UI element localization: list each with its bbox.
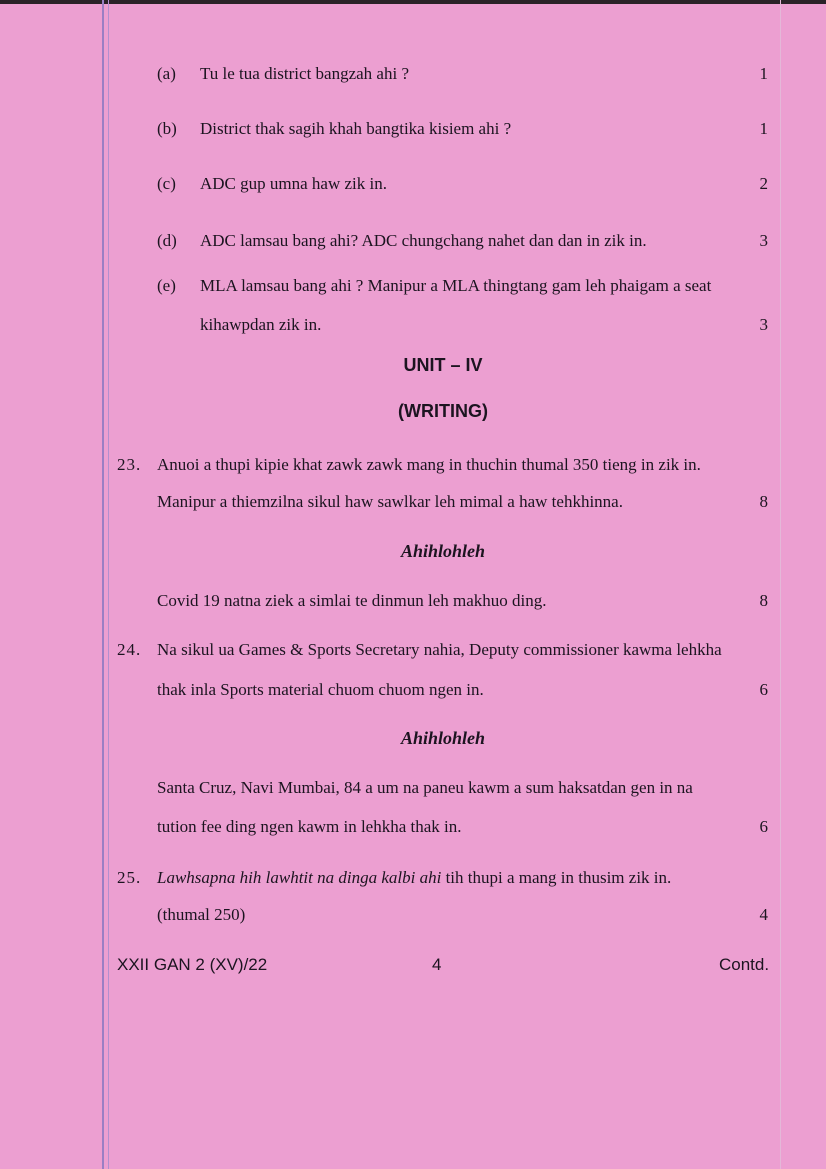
question-text-d: ADC lamsau bang ahi? ADC chungchang nahet dan dan in zik in. xyxy=(200,231,647,250)
page-number: 4 xyxy=(432,955,442,974)
question-25-line1 xyxy=(157,868,671,888)
or-divider-23: Ahihlohleh xyxy=(400,541,486,561)
question-23-line1: Anuoi a thupi kipie khat zawk zawk mang in thuchin thumal 350 tieng in zik in. xyxy=(157,455,701,474)
item-label-b: (b) xyxy=(157,119,177,138)
question-25-instruction: tih thupi a mang in thusim zik in. xyxy=(441,868,672,887)
question-23-alternative: Covid 19 natna ziek a simlai te dinmun leh makhuo ding. xyxy=(157,591,547,610)
question-24-line1: Na sikul ua Games & Sports Secretary nahia, Deputy commissioner kawma lehkha xyxy=(157,640,722,659)
margin-line xyxy=(102,0,104,1169)
marks-24-alt: 6 xyxy=(759,817,768,836)
paper-code: XXII GAN 2 (XV)/22 xyxy=(117,955,268,974)
question-24-alternative-line1: Santa Cruz, Navi Mumbai, 84 a um na paneu kawm a sum haksatdan gen in na xyxy=(157,778,693,797)
question-text-a: Tu le tua district bangzah ahi ? xyxy=(200,64,409,83)
question-24-alternative-line2: tution fee ding ngen kawm in lehkha thak in. xyxy=(157,817,462,836)
item-label-e: (e) xyxy=(157,276,176,295)
marks-23: 8 xyxy=(759,492,768,511)
question-23-line2: Manipur a thiemzilna sikul haw sawlkar leh mimal a haw tehkhinna. xyxy=(157,492,623,511)
question-25-italic-title: Lawhsapna hih lawhtit na dinga kalbi ahi xyxy=(157,868,442,887)
marks-c: 2 xyxy=(759,174,768,193)
margin-line-inner xyxy=(108,0,109,1169)
item-label-d: (d) xyxy=(157,231,177,250)
question-text-e-line1: MLA lamsau bang ahi ? Manipur a MLA thingtang gam leh phaigam a seat xyxy=(200,276,712,295)
marks-d: 3 xyxy=(759,231,768,250)
question-25-line2: (thumal 250) xyxy=(157,905,246,924)
marks-e: 3 xyxy=(759,315,768,334)
or-divider-24: Ahihlohleh xyxy=(400,728,486,748)
marks-25: 4 xyxy=(759,905,768,924)
continued-label: Contd. xyxy=(719,955,770,974)
question-number-23: 23. xyxy=(117,455,142,474)
item-label-c: (c) xyxy=(157,174,176,193)
item-label-a: (a) xyxy=(157,64,176,83)
unit-heading: UNIT – IV xyxy=(403,355,483,375)
question-text-e-line2: kihawpdan zik in. xyxy=(200,315,322,334)
marks-24: 6 xyxy=(759,680,768,699)
marks-b: 1 xyxy=(759,119,768,138)
question-number-25: 25. xyxy=(117,868,142,887)
scan-top-edge xyxy=(0,0,826,4)
marks-23-alt: 8 xyxy=(759,591,768,610)
question-text-c: ADC gup umna haw zik in. xyxy=(200,174,387,193)
unit-subheading: (WRITING) xyxy=(398,401,488,421)
right-fold-line xyxy=(780,0,781,1169)
question-text-b: District thak sagih khah bangtika kisiem ahi ? xyxy=(200,119,512,138)
question-number-24: 24. xyxy=(117,640,142,659)
question-24-line2: thak inla Sports material chuom chuom ngen in. xyxy=(157,680,484,699)
marks-a: 1 xyxy=(759,64,768,83)
